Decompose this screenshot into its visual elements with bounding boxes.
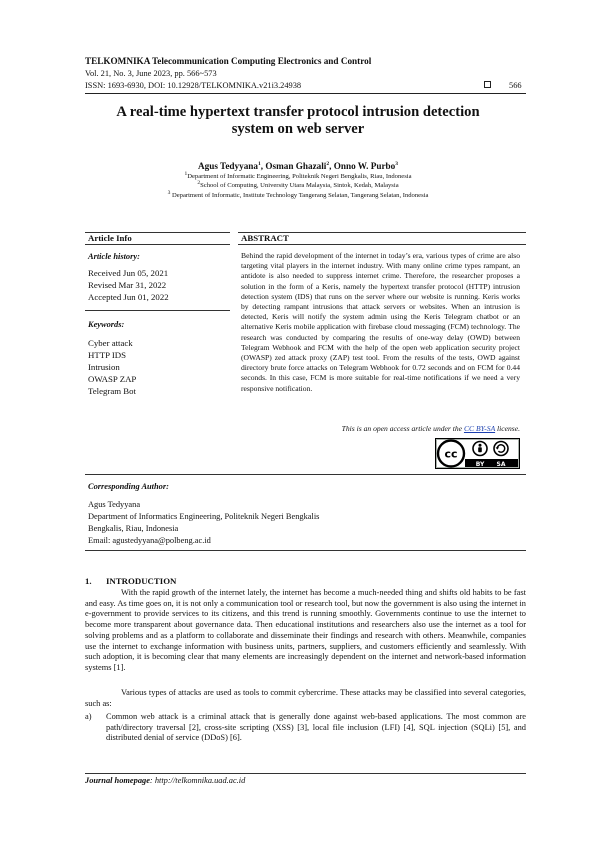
- list-item-marker: a): [85, 712, 92, 721]
- keyword: OWASP ZAP: [88, 374, 137, 384]
- author-name: Osman Ghazali: [265, 161, 327, 171]
- keyword: Telegram Bot: [88, 386, 136, 396]
- author-affiliation-mark: 1: [258, 160, 261, 167]
- journal-title: TELKOMNIKA Telecommunication Computing Electronics and Control: [85, 56, 372, 66]
- cc-by-sa-badge-icon[interactable]: [435, 438, 520, 469]
- badge-sa-label: SA: [496, 461, 506, 468]
- keyword: Cyber attack: [88, 338, 133, 348]
- license-prefix: This is an open access article under the: [341, 424, 464, 433]
- author-list: [85, 161, 511, 171]
- abstract-bottom-rule: [85, 474, 526, 475]
- abstract-heading: ABSTRACT: [241, 233, 289, 243]
- affiliation-mark: 3: [167, 189, 171, 196]
- keyword: Intrusion: [88, 362, 120, 372]
- license-statement: [241, 424, 520, 433]
- corresponding-bottom-rule: [85, 550, 526, 551]
- affiliation-mark: 2: [197, 179, 201, 186]
- journal-volume: Vol. 21, No. 3, June 2023, pp. 566~573: [85, 69, 217, 78]
- header-divider: [85, 93, 526, 94]
- license-suffix: license.: [495, 424, 520, 433]
- history-accepted: Accepted Jun 01, 2022: [88, 292, 169, 302]
- affiliation: [85, 189, 511, 199]
- introduction-paragraph-2: Various types of attacks are used as tools to commit cybercrime. These attacks may be classified into several categories, such as:: [85, 688, 526, 708]
- affiliation-mark: 1: [184, 170, 188, 177]
- square-icon: [484, 81, 491, 88]
- abstract-body: Behind the rapid development of the internet in today’s era, various types of crime are also targeting vital players in the internet industry. With many online crime types rampant, an antidote is also needed to suppress internet crime. Therefore, the researcher proposes a solution in the form of a Keris, namely the hypertext transfer protocol (HTTP) intrusion detection system (IDS) that runs on the server where our website is running. Keris works by detecting rampant intrusions that attack servers or websites. When an intrusion is detected, Keris will notify the system admin using the Keris Telegram chatbot or an alternative Keris mobile application with firebase cloud messaging (FCM) technology. The research was conducted by comparing the results of one-way delay (OWD) between Telegram Webhook and FCM with the help of the open web application security project (OWASP) zed attack proxy (ZAP) test tool. From the results of the tests, OWD against directory brute force attacks on Telegram Webhook for 0.72 seconds and on FCM for 0.44 seconds. In this case, FCM is more suitable for real-time notifications if we need a very responsive notification.: [241, 251, 520, 393]
- introduction-paragraph-1: With the rapid growth of the internet lately, the internet has become a much-needed thing and shifts old habits to be fast and easy. As time goes on, it is not only a communication tool or research tool, but now the government is also using the internet in e-government to provide services to its citizens, and this trend is running smoothly. Governments continue to use the internet to become more transparent about governance data. Then educational institutions and researchers also use the internet as a tool for solving problems and as a platform to collaborate and disseminate their findings and research with others. Meanwhile, companies use the internet to exchange information with business units, partners, suppliers, and customers efficiently and seamlessly. With such adoption, it is becoming clear that many elements are increasingly dependent on the internet and network-based information systems [1].: [85, 588, 526, 672]
- author-affiliation-mark: 3: [395, 160, 398, 167]
- affiliation: [85, 170, 511, 180]
- journal-homepage-link[interactable]: http://telkomnika.uad.ac.id: [154, 776, 246, 785]
- affiliation-text: Department of Informatic Engineering, Politeknik Negeri Bengkalis, Riau, Indonesia: [187, 173, 412, 180]
- footer-separator: :: [149, 776, 155, 785]
- footer-divider: [85, 773, 526, 774]
- section-number: 1.: [85, 576, 92, 586]
- section-title: INTRODUCTION: [106, 576, 177, 586]
- article-history-heading: Article history:: [88, 252, 140, 261]
- section-heading-introduction: [85, 576, 176, 586]
- cc-logo-text: cc: [444, 447, 458, 461]
- cc-by-sa-link[interactable]: CC BY-SA: [463, 424, 496, 433]
- corresponding-author-heading: Corresponding Author:: [88, 482, 169, 491]
- footer-label: Journal homepage: [85, 776, 150, 785]
- author-affiliation-mark: 2: [326, 160, 330, 167]
- author-name: Onno W. Purbo: [333, 161, 396, 171]
- keywords-heading: Keywords:: [88, 320, 125, 329]
- article-info-heading-rule: [85, 244, 230, 245]
- article-info-heading: Article Info: [88, 233, 132, 243]
- corresponding-author-name: Agus Tedyyana: [88, 500, 141, 509]
- affiliation-text: Department of Informatic, Institute Technology Tangerang Selatan, Tangerang Selatan, Indonesia: [170, 192, 429, 199]
- paper-title-line-2: system on web server: [231, 121, 365, 137]
- corresponding-author-city: Bengkalis, Riau, Indonesia: [88, 524, 179, 533]
- share-alike-icon: [494, 442, 508, 456]
- keyword: HTTP IDS: [88, 350, 127, 360]
- history-revised: Revised Mar 31, 2022: [88, 280, 167, 290]
- author-separator: ,: [329, 161, 334, 171]
- page-number: 566: [509, 81, 522, 90]
- journal-issn-doi: ISSN: 1693-6930, DOI: 10.12928/TELKOMNIKA.v21i3.24938: [85, 81, 302, 90]
- history-keywords-rule: [85, 310, 230, 311]
- corresponding-author-department: Department of Informatics Engineering, Politeknik Negeri Bengkalis: [88, 512, 320, 521]
- affiliation-text: School of Computing, University Utara Malaysia, Sintok, Kedah, Malaysia: [200, 182, 399, 189]
- paper-title-line-1: A real-time hypertext transfer protocol intrusion detection: [116, 104, 480, 120]
- list-item: Common web attack is a criminal attack that is generally done against web-based applications. The most common are path/directory traversal [2], cross-site scripting (XSS) [3], local file inclusion (LFI) [4], SQL injection (SQLi) [5], and distributed denial of service (DDoS) [6].: [106, 712, 526, 743]
- paper-title: [85, 104, 511, 138]
- badge-by-label: BY: [475, 461, 485, 468]
- corresponding-author-email[interactable]: Email: agustedyyana@polbeng.ac.id: [88, 536, 211, 545]
- abstract-heading-rule: [238, 244, 526, 245]
- history-received: Received Jun 05, 2021: [88, 268, 169, 278]
- affiliation: [85, 179, 511, 189]
- author-separator: ,: [260, 161, 266, 171]
- author-name: Agus Tedyyana: [198, 161, 258, 171]
- journal-homepage-footer: [85, 776, 245, 785]
